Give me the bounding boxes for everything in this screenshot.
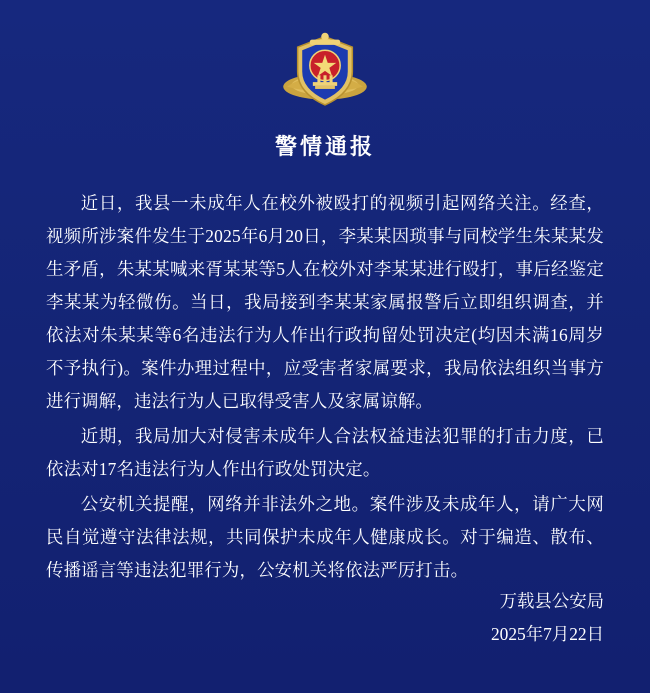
paragraph-2: 近期，我局加大对侵害未成年人合法权益违法犯罪的打击力度，已依法对17名违法行为人作出行政处罚决定。 <box>46 426 604 479</box>
emblem-container <box>46 0 604 114</box>
issue-date: 2025年7月22日 <box>490 624 604 644</box>
announcement-body <box>46 187 604 587</box>
signature-block <box>491 585 604 651</box>
paragraph-3: 公安机关提醒，网络并非法外之地。案件涉及未成年人，请广大网民自觉遵守法律法规，共同保护未成年人健康成长。对于编造、散布、传播谣言等违法犯罪行为，公安机关将依法严厉打击。 <box>46 494 604 580</box>
issuing-authority: 万载县公安局 <box>499 591 604 611</box>
china-police-emblem-icon <box>279 32 371 114</box>
paragraph-1: 近日，我县一未成年人在校外被殴打的视频引起网络关注。经查，视频所涉案件发生于2025年6月20日，李某某因琐事与同校学生朱某某发生矛盾，朱某某喊来胥某某等5人在校外对李某某进行殴打，事后经鉴定李某某为轻微伤。当日，我局接到李某某家属报警后立即组织调查，并依法对朱某某等6名违法行为人作出行政拘留处罚决定(均因未满16周岁不予执行)。案件办理过程中，应受害者家属要求，我局依法组织当事方进行调解，违法行为人已取得受害人及家属谅解。 <box>46 193 604 411</box>
page-title: 警情通报 <box>274 134 375 159</box>
